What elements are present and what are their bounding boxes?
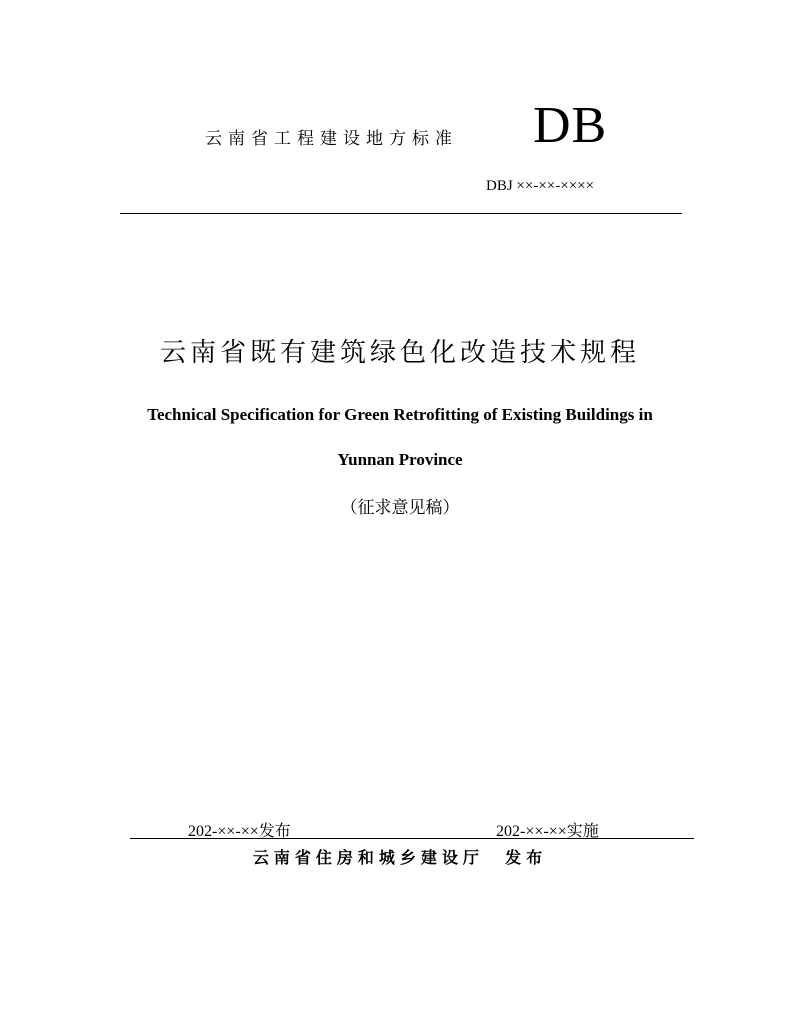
document-title-english-line1: Technical Specification for Green Retrofitting of Existing Buildings in	[147, 405, 653, 424]
footer-divider	[130, 838, 694, 839]
standard-number: DBJ ××-××-××××	[486, 178, 595, 194]
effective-date: 202-××-××实施	[496, 823, 599, 840]
issuing-authority: 云南省住房和城乡建设厅 发布	[252, 848, 548, 867]
document-title-english-line2: Yunnan Province	[337, 450, 463, 469]
db-mark: DB	[533, 97, 608, 154]
draft-status-note: （征求意见稿）	[340, 498, 460, 518]
standard-category: 云南省工程建设地方标准	[205, 129, 458, 149]
publish-date: 202-××-××发布	[188, 823, 291, 840]
header-divider	[120, 213, 682, 214]
document-title-chinese: 云南省既有建筑绿色化改造技术规程	[159, 338, 640, 368]
